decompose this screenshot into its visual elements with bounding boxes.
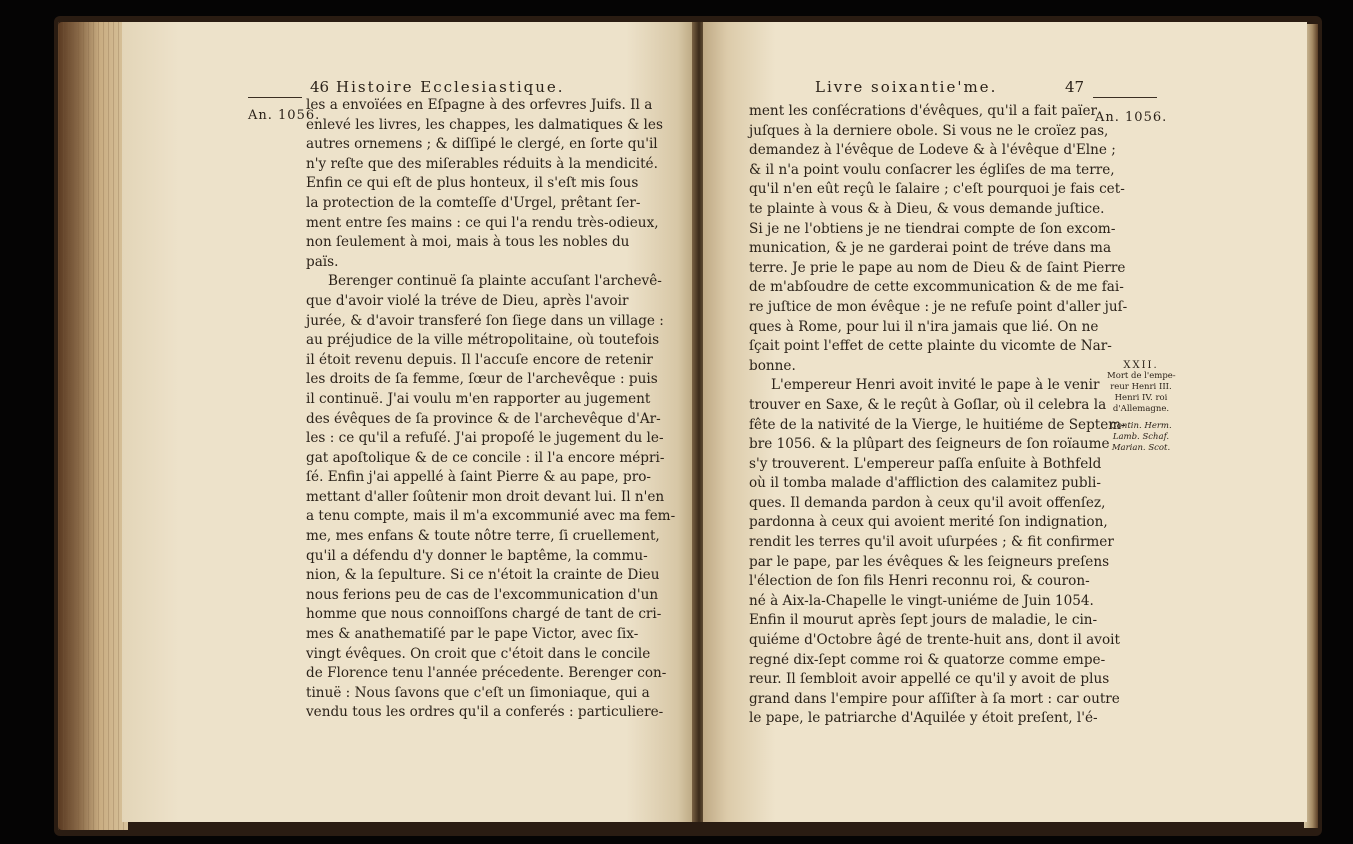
text-line: vingt évêques. On croit que c'étoit dans le concile <box>306 645 651 662</box>
text-line: au préjudice de la ville métropolitaine, où toutefois <box>306 332 660 349</box>
text-line: reur. Il ſembloit avoir appellé ce qu'il y avoit de plus <box>749 671 1110 688</box>
text-line: terre. Je prie le pape au nom de Dieu & de ſaint Pierre <box>749 259 1126 276</box>
running-head-right: Livre soixantie'me. <box>815 78 998 96</box>
text-line: où il tomba malade d'affliction des calamitez publi- <box>749 475 1101 492</box>
text-line: regné dix-ſept comme roi & quatorze comme empe- <box>749 651 1106 668</box>
text-line: re juſtice de mon évêque : je ne refuſe point d'aller juſ- <box>749 298 1128 315</box>
left-page-edges <box>58 22 128 830</box>
text-line: les : ce qu'il a refuſé. J'ai propoſé le jugement du le- <box>306 430 664 447</box>
text-line: l'élection de ſon fils Henri reconnu roi, & couron- <box>749 573 1090 590</box>
text-line: né à Aix-la-Chapelle le vingt-uniéme de Juin 1054. <box>749 592 1094 609</box>
text-line: ment les conſécrations d'évêques, qu'il a fait païer <box>749 103 1097 119</box>
left-page <box>122 22 695 822</box>
text-line: rendit les terres qu'il avoit uſurpées ; & fit confirmer <box>749 534 1114 551</box>
text-line: Henri IV. roi <box>1114 393 1168 403</box>
text-line: le pape, le patriarche d'Aquilée y étoit preſent, l'é- <box>749 710 1098 727</box>
text-line: munication, & je ne garderai point de tréve dans ma <box>749 240 1112 257</box>
text-line: les a envoïées en Eſpagne à des orfevres Juifs. Il a <box>306 97 653 113</box>
text-line: ſé. Enfin j'ai appellé à ſaint Pierre & au pape, pro- <box>306 469 652 486</box>
text-line: homme que nous connoiſſons chargé de tant de cri- <box>306 606 662 623</box>
text-line: fête de la nativité de la Vierge, le huitiéme de Septem- <box>749 416 1126 433</box>
text-line: L'empereur Henri avoit invité le pape à le venir <box>771 377 1100 394</box>
text-line: Lamb. Schaf. <box>1112 432 1170 442</box>
text-line: mes & anathematiſé par le pape Victor, avec ſix- <box>306 626 639 643</box>
text-line: Marian. Scot. <box>1111 443 1171 453</box>
text-line: a tenu compte, mais il m'a excommunié avec ma fem- <box>306 508 676 525</box>
text-line: trouver en Saxe, & le reçût à Goſlar, où il celebra la <box>749 396 1107 413</box>
text-line: de Florence tenu l'année précedente. Berenger con- <box>306 665 667 682</box>
margin-rule-right <box>1093 97 1157 98</box>
text-line: ques. Il demanda pardon à ceux qu'il avoit offenſez, <box>749 494 1106 511</box>
text-line: Enfin ce qui eſt de plus honteux, il s'eſt mis ſous <box>306 175 639 192</box>
side-note-number: XXII. <box>1123 360 1159 371</box>
right-body-text <box>749 102 1127 729</box>
text-line: les droits de ſa femme, ſœur de l'archevêque : puis <box>306 371 658 388</box>
text-line: vendu tous les ordres qu'il a conferés : particuliere- <box>306 704 664 721</box>
text-line: qu'il a défendu d'y donner le baptême, la commu- <box>306 547 648 564</box>
side-note-sources <box>1107 421 1175 454</box>
text-line: demandez à l'évêque de Lodeve & à l'évêque d'Elne ; <box>749 142 1116 159</box>
text-line: & il n'a point voulu conſacrer les égliſes de ma terre, <box>749 161 1115 178</box>
text-line: s'y trouverent. L'empereur paſſa enſuite à Bothfeld <box>749 455 1102 472</box>
text-line: nous ferions peu de cas de l'excommunication d'un <box>306 586 659 603</box>
text-line: Berenger continuë ſa plainte accuſant l'archevê- <box>328 273 662 290</box>
page-number-left: 46 <box>310 78 330 96</box>
text-line: de m'abſoudre de cette excommunication & de me fai- <box>749 279 1124 296</box>
text-line: nion, & la ſepulture. Si ce n'étoit la crainte de Dieu <box>306 567 660 584</box>
text-line: la protection de la comteſſe d'Urgel, prêtant ſer- <box>306 194 641 211</box>
text-line: mettant d'aller ſoûtenir mon droit devant lui. Il n'en <box>306 488 665 505</box>
text-line: jurée, & d'avoir transferé ſon ſiege dans un village : <box>306 312 664 329</box>
text-line: quiéme d'Octobre âgé de trente-huit ans, dont il avoit <box>749 632 1120 649</box>
side-note <box>1107 360 1175 454</box>
text-line: ques à Rome, pour lui il n'ira jamais que lié. On ne <box>749 318 1099 335</box>
running-head-left: Histoire Ecclesiastique. <box>336 78 565 96</box>
text-line: pardonna à ceux qui avoient merité ſon indignation, <box>749 514 1108 531</box>
text-line: bonne. <box>749 357 796 374</box>
text-line: il étoit revenu depuis. Il l'accuſe encore de retenir <box>306 351 653 368</box>
text-line: juſques à la derniere obole. Si vous ne le croïez pas, <box>749 122 1109 139</box>
text-line: enlevé les livres, les chappes, les dalmatiques & les <box>306 116 663 133</box>
text-line: par le pape, par les évêques & les ſeigneurs preſens <box>749 553 1110 570</box>
margin-year-left: An. 1056. <box>248 108 321 123</box>
text-line: Mort de l'empe- <box>1107 371 1176 381</box>
text-line: Enfin il mourut après ſept jours de maladie, le cin- <box>749 612 1098 629</box>
page-number-right: 47 <box>1065 78 1085 96</box>
text-line: gat apoſtolique & de ce concile : il l'a encore mépri- <box>306 449 665 466</box>
text-line: qu'il n'en eût reçû le ſalaire ; c'eſt pourquoi je fais cet- <box>749 181 1125 198</box>
text-line: autres ornemens ; & diſſipé le clergé, en ſorte qu'il <box>306 136 658 153</box>
text-line: n'y reſte que des miſerables réduits à la mendicité. <box>306 155 658 172</box>
margin-year-right: An. 1056. <box>1095 110 1168 125</box>
text-line: Si je ne l'obtiens je ne tiendrai compte de ſon excom- <box>749 220 1116 237</box>
text-line: tinuë : Nous ſavons que c'eſt un ſimoniaque, qui a <box>306 684 650 701</box>
text-line: que d'avoir violé la tréve de Dieu, après l'avoir <box>306 292 629 309</box>
text-line: bre 1056. & la plûpart des ſeigneurs de ſon roïaume <box>749 436 1110 453</box>
text-line: Contin. Herm. <box>1110 421 1172 431</box>
text-line: me, mes enfans & toute nôtre terre, ſi cruellement, <box>306 528 660 545</box>
text-line: reur Henri III. <box>1110 382 1172 392</box>
side-note-lines <box>1107 371 1175 415</box>
text-line: ment entre ſes mains : ce qui l'a rendu très-odieux, <box>306 214 659 231</box>
text-line: te plainte à vous & à Dieu, & vous demande juſtice. <box>749 200 1105 217</box>
margin-rule-left <box>248 97 302 98</box>
text-line: non ſeulement à moi, mais à tous les nobles du <box>306 234 630 251</box>
text-line: des évêques de ſa province & de l'archevêque d'Ar- <box>306 410 661 427</box>
text-line: d'Allemagne. <box>1112 404 1170 414</box>
right-page <box>703 22 1307 822</box>
left-body-text <box>306 96 675 723</box>
text-line: ſçait point l'effet de cette plainte du vicomte de Nar- <box>749 338 1112 355</box>
text-line: grand dans l'empire pour aſſiſter à ſa mort : car outre <box>749 690 1120 707</box>
text-line: païs. <box>306 253 339 270</box>
text-line: il continuë. J'ai voulu m'en rapporter au jugement <box>306 390 651 407</box>
